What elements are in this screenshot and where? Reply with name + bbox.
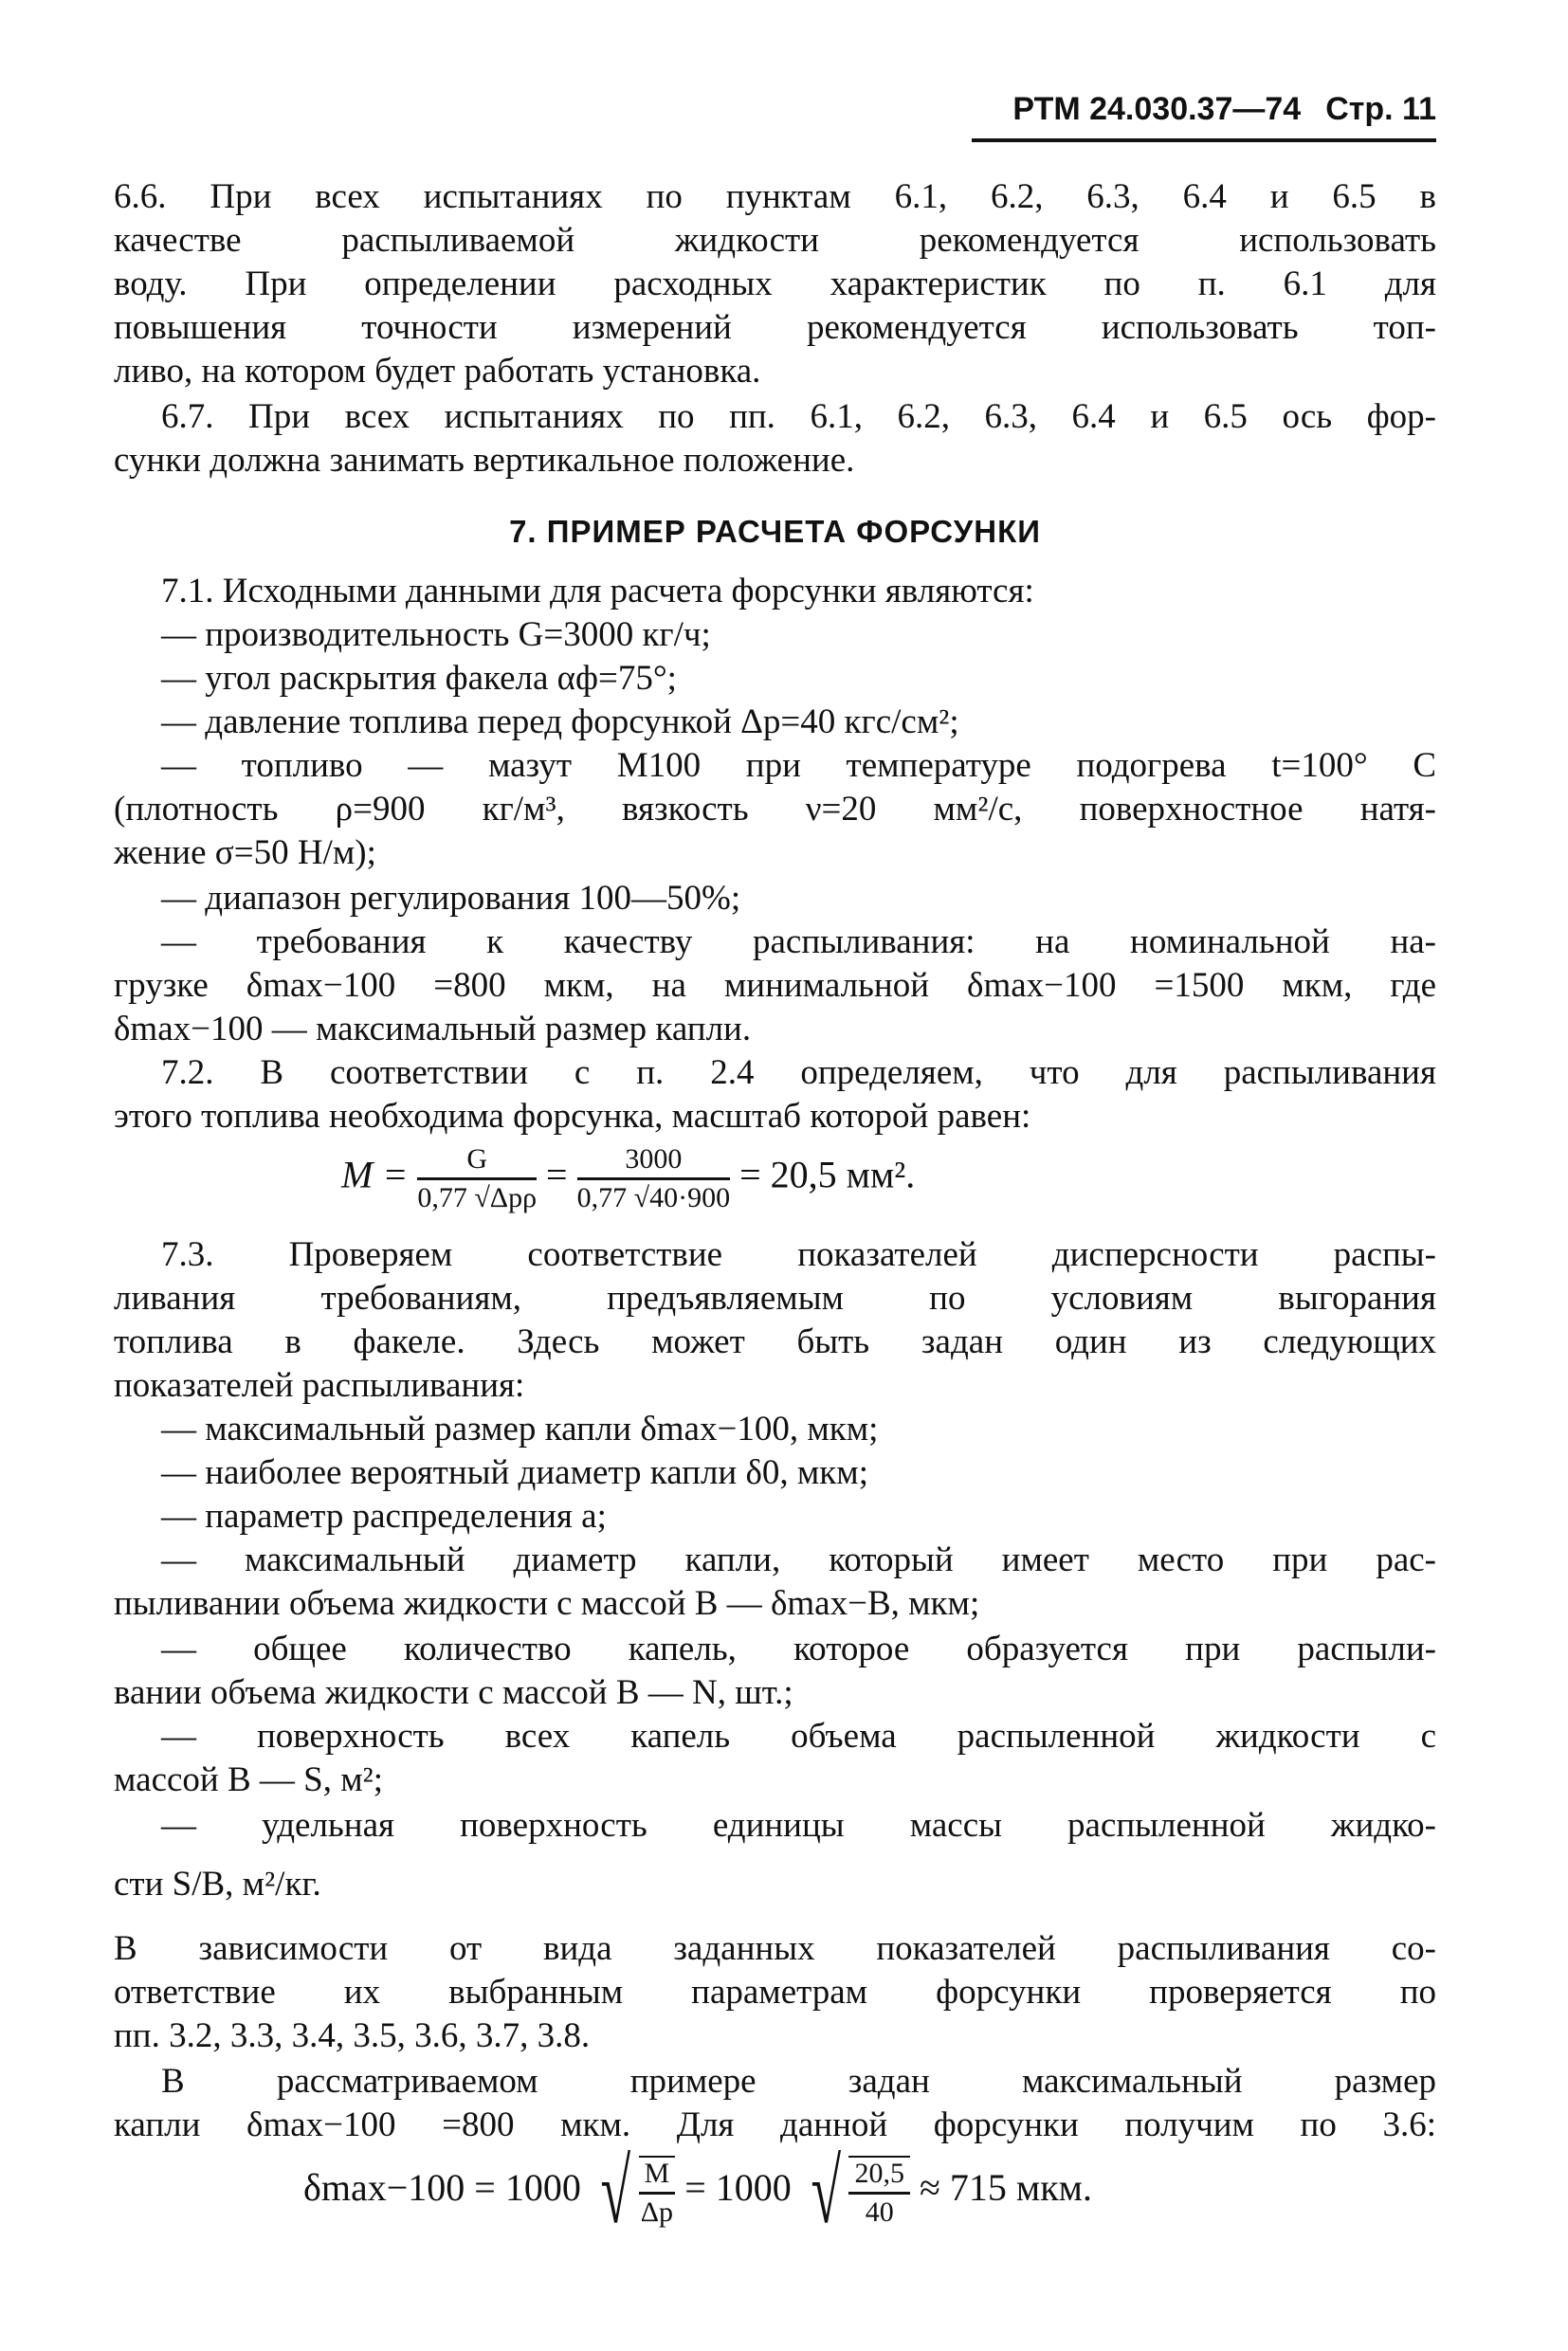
text-line: В зависимости от вида заданных показателей распыливания со- (114, 1929, 1436, 1968)
text-line: — диапазон регулирования 100—50%; (161, 879, 741, 918)
text-line: пыливании объема жидкости с массой B — δmax−B, мкм; (114, 1584, 980, 1623)
text-line: качестве распыливаемой жидкости рекомендуется использовать (114, 221, 1436, 260)
page-number: Стр. 11 (1325, 91, 1436, 127)
formula-result: = 20,5 мм². (739, 1153, 916, 1196)
root-sign: √ (811, 2141, 841, 2242)
text-line: массой B — S, м²; (114, 1760, 384, 1799)
text-line: — максимальный размер капли δmax−100, мкм; (161, 1410, 879, 1449)
text-line: жение σ=50 Н/м); (114, 833, 376, 872)
formula-mid: = 1000 (684, 2166, 792, 2210)
text-line: 7.3. Проверяем соответствие показателей дисперсности распы- (161, 1235, 1436, 1274)
text-line: 6.6. При всех испытаниях по пунктам 6.1, 6.2, 6.3, 6.4 и 6.5 в (114, 177, 1436, 216)
fraction (848, 2156, 910, 2229)
page-header (972, 91, 1436, 142)
formula-scale-M: M = $\frac{G}{\text{0,77 √Δpρ}}$ = $\frac{3000}{0,77 √40\cdot 900}$ = 20,5 мм². (341, 1143, 916, 1213)
fraction-denominator: 40 (865, 2196, 894, 2228)
text-line: сунки должна занимать вертикальное положение. (114, 441, 855, 480)
text-line: В рассматриваемом примере задан максимальный размер (161, 2062, 1436, 2101)
fraction (639, 2156, 676, 2229)
text-line: 6.7. При всех испытаниях по пп. 6.1, 6.2, 6.3, 6.4 и 6.5 ось фор- (161, 397, 1436, 436)
formula-result: ≈ 715 мкм. (919, 2166, 1092, 2210)
text-line: — поверхность всех капель объема распыленной жидкости с (161, 1717, 1436, 1756)
fraction-denominator: Δp (640, 2196, 674, 2228)
text-line: — максимальный диаметр капли, который имеет место при рас- (161, 1540, 1436, 1579)
text-line: — производительность G=3000 кг/ч; (161, 615, 711, 654)
text-line: сти S/B, м²/кг. (114, 1865, 321, 1904)
fraction-denominator: 0,77 √Δpρ (417, 1182, 538, 1213)
text-line: — давление топлива перед форсункой Δp=40 кгс/см²; (161, 702, 959, 741)
text-line: — параметр распределения a; (161, 1497, 607, 1536)
text-line: ливания требованиям, предъявляемым по условиям выгорания (114, 1279, 1436, 1318)
formula-max-drop-size (303, 2141, 1092, 2242)
text-line: ливо, на котором будет работать установка. (114, 352, 761, 391)
text-line: капли δmax−100 =800 мкм. Для данной форсунки получим по 3.6: (114, 2105, 1436, 2144)
fraction-denominator: 0,77 √40·900 (576, 1182, 731, 1213)
text-line: — требования к качеству распыливания: на номинальной на- (161, 922, 1436, 961)
fraction (577, 1143, 730, 1214)
text-line: вании объема жидкости с массой B — N, шт.; (114, 1673, 793, 1712)
root-sign: √ (600, 2141, 630, 2242)
text-line: — топливо — мазут М100 при температуре подогрева t=100° C (161, 746, 1436, 785)
text-line: топлива в факеле. Здесь может быть задан один из следующих (114, 1322, 1436, 1361)
text-line: пп. 3.2, 3.3, 3.4, 3.5, 3.6, 3.7, 3.8. (114, 2016, 591, 2055)
text-line: 7.2. В соответствии с п. 2.4 определяем, что для распыливания (161, 1053, 1436, 1092)
document-code: РТМ 24.030.37—74 (1012, 91, 1302, 127)
fraction-numerator: G (417, 1143, 537, 1180)
text-line: воду. При определении расходных характеристик по п. 6.1 для (114, 264, 1436, 303)
text-line: 7.1. Исходными данными для расчета форсунки являются: (161, 572, 1034, 611)
fraction-numerator: 3000 (577, 1143, 730, 1180)
text-line: грузке δmax−100 =800 мкм, на минимальной δmax−100 =1500 мкм, где (114, 966, 1436, 1005)
text-line: δmax−100 — максимальный размер капли. (114, 1010, 752, 1048)
fraction (417, 1143, 537, 1214)
text-line: повышения точности измерений рекомендуется использовать топ- (114, 308, 1436, 347)
fraction-numerator: M (639, 2158, 676, 2195)
text-line: — удельная поверхность единицы массы распыленной жидко- (161, 1806, 1436, 1845)
fraction-numerator: 20,5 (848, 2158, 910, 2195)
text-line: — наиболее вероятный диаметр капли δ0, мкм; (161, 1453, 868, 1492)
section-heading: 7. ПРИМЕР РАСЧЕТА ФОРСУНКИ (509, 514, 1041, 549)
text-line: показателей распыливания: (114, 1366, 525, 1405)
text-line: этого топлива необходима форсунка, масштаб которой равен: (114, 1097, 1031, 1136)
formula-lhs: M = (341, 1153, 409, 1196)
text-line: — общее количество капель, которое образуется при распыли- (161, 1630, 1436, 1668)
text-line: — угол раскрытия факела αф=75°; (161, 659, 677, 698)
formula-lhs: δmax−100 = 1000 (303, 2166, 581, 2210)
text-line: (плотность ρ=900 кг/м³, вязкость ν=20 мм²/с, поверхностное натя- (114, 790, 1436, 829)
text-line: ответствие их выбранным параметрам форсунки проверяется по (114, 1973, 1436, 2012)
